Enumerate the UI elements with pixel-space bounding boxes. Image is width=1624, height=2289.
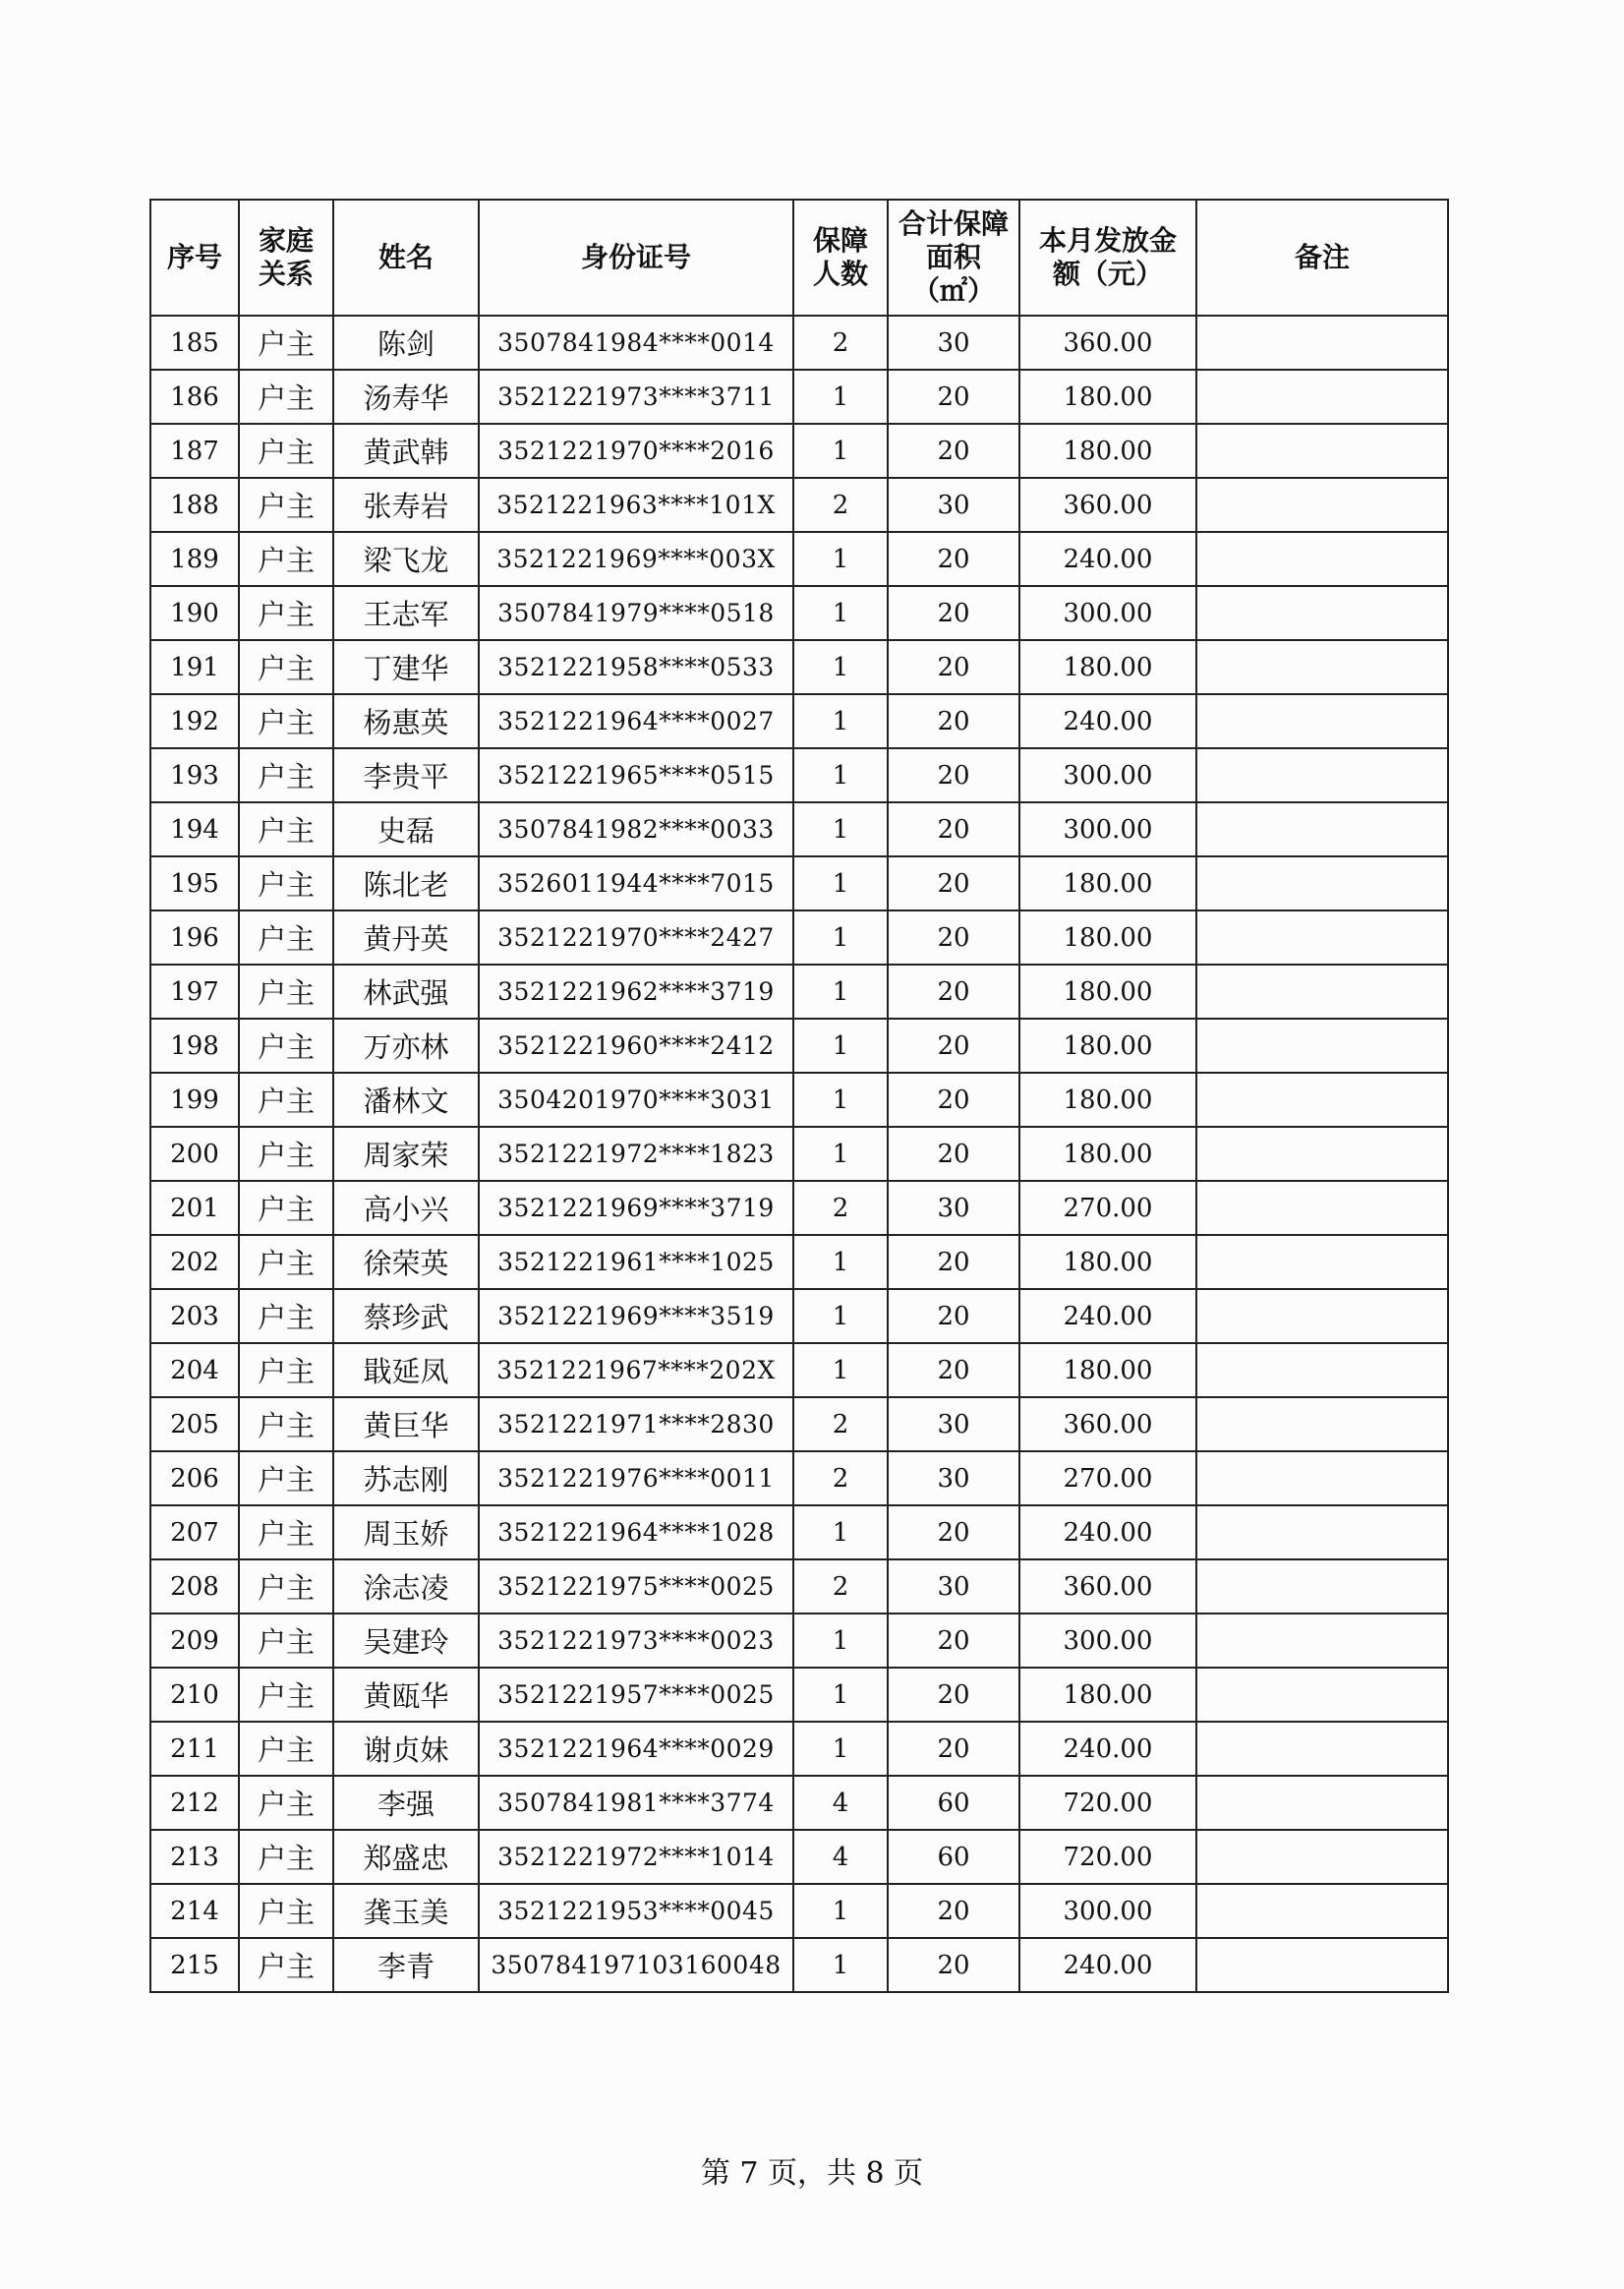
cell-relation: 户主 (239, 1722, 333, 1776)
cell-name: 苏志刚 (333, 1451, 479, 1505)
cell-remark (1196, 965, 1448, 1019)
table-row (150, 1559, 1448, 1614)
cell-relation: 户主 (239, 910, 333, 965)
table-row (150, 316, 1448, 370)
cell-relation: 户主 (239, 586, 333, 640)
cell-name: 周玉娇 (333, 1505, 479, 1559)
cell-relation: 户主 (239, 1559, 333, 1614)
cell-remark (1196, 370, 1448, 424)
cell-id-number: 3521221965****0515 (479, 748, 793, 802)
cell-area: 30 (888, 1559, 1019, 1614)
cell-name: 龚玉美 (333, 1884, 479, 1938)
header-name: 姓名 (333, 200, 479, 316)
cell-area: 20 (888, 1343, 1019, 1397)
cell-relation: 户主 (239, 1451, 333, 1505)
cell-seq: 185 (150, 316, 239, 370)
cell-amount: 300.00 (1019, 748, 1196, 802)
cell-relation: 户主 (239, 748, 333, 802)
table-row (150, 1614, 1448, 1668)
cell-persons: 1 (793, 424, 888, 478)
cell-area: 20 (888, 640, 1019, 694)
cell-area: 20 (888, 965, 1019, 1019)
cell-seq: 211 (150, 1722, 239, 1776)
table-row (150, 1397, 1448, 1451)
cell-persons: 1 (793, 1722, 888, 1776)
cell-seq: 189 (150, 532, 239, 586)
cell-name: 黄武韩 (333, 424, 479, 478)
table-header-row (150, 200, 1448, 316)
cell-id-number: 3521221964****0027 (479, 694, 793, 748)
cell-name: 王志军 (333, 586, 479, 640)
cell-name: 黄巨华 (333, 1397, 479, 1451)
cell-remark (1196, 1938, 1448, 1992)
cell-area: 20 (888, 1505, 1019, 1559)
cell-name: 李强 (333, 1776, 479, 1830)
cell-area: 20 (888, 748, 1019, 802)
cell-amount: 180.00 (1019, 1343, 1196, 1397)
table-body (150, 316, 1448, 1992)
cell-seq: 188 (150, 478, 239, 532)
table-row (150, 640, 1448, 694)
cell-area: 20 (888, 802, 1019, 856)
cell-area: 30 (888, 1397, 1019, 1451)
cell-remark (1196, 910, 1448, 965)
cell-area: 30 (888, 1451, 1019, 1505)
cell-relation: 户主 (239, 1397, 333, 1451)
cell-remark (1196, 1127, 1448, 1181)
table-row (150, 1830, 1448, 1884)
cell-relation: 户主 (239, 694, 333, 748)
cell-relation: 户主 (239, 1938, 333, 1992)
cell-id-number: 3521221973****0023 (479, 1614, 793, 1668)
cell-persons: 1 (793, 910, 888, 965)
cell-id-number: 3521221967****202X (479, 1343, 793, 1397)
cell-seq: 192 (150, 694, 239, 748)
header-persons: 保障人数 (793, 200, 888, 316)
cell-relation: 户主 (239, 856, 333, 910)
cell-name: 李贵平 (333, 748, 479, 802)
cell-name: 杨惠英 (333, 694, 479, 748)
cell-seq: 204 (150, 1343, 239, 1397)
cell-area: 20 (888, 1019, 1019, 1073)
table-row (150, 802, 1448, 856)
cell-name: 梁飞龙 (333, 532, 479, 586)
cell-name: 陈剑 (333, 316, 479, 370)
cell-id-number: 3521221964****1028 (479, 1505, 793, 1559)
cell-name: 张寿岩 (333, 478, 479, 532)
cell-relation: 户主 (239, 1073, 333, 1127)
cell-remark (1196, 856, 1448, 910)
cell-persons: 2 (793, 478, 888, 532)
cell-id-number: 3521221969****003X (479, 532, 793, 586)
cell-area: 30 (888, 316, 1019, 370)
cell-name: 周家荣 (333, 1127, 479, 1181)
cell-id-number: 3521221970****2016 (479, 424, 793, 478)
cell-name: 郑盛忠 (333, 1830, 479, 1884)
cell-persons: 1 (793, 1614, 888, 1668)
cell-amount: 300.00 (1019, 802, 1196, 856)
cell-remark (1196, 1451, 1448, 1505)
cell-remark (1196, 1776, 1448, 1830)
cell-seq: 191 (150, 640, 239, 694)
cell-persons: 1 (793, 370, 888, 424)
cell-persons: 1 (793, 748, 888, 802)
cell-area: 20 (888, 856, 1019, 910)
cell-remark (1196, 748, 1448, 802)
cell-area: 20 (888, 910, 1019, 965)
cell-remark (1196, 1343, 1448, 1397)
cell-id-number: 3526011944****7015 (479, 856, 793, 910)
table-row (150, 1884, 1448, 1938)
cell-name: 徐荣英 (333, 1235, 479, 1289)
table-row (150, 532, 1448, 586)
cell-remark (1196, 1722, 1448, 1776)
cell-name: 陈北老 (333, 856, 479, 910)
cell-amount: 240.00 (1019, 694, 1196, 748)
cell-remark (1196, 1019, 1448, 1073)
cell-seq: 187 (150, 424, 239, 478)
header-id-number: 身份证号 (479, 200, 793, 316)
cell-remark (1196, 1235, 1448, 1289)
cell-id-number: 350784197103160048 (479, 1938, 793, 1992)
page-indicator: 第 7 页，共 8 页 (700, 2156, 924, 2191)
cell-seq: 214 (150, 1884, 239, 1938)
cell-remark (1196, 424, 1448, 478)
cell-persons: 1 (793, 1073, 888, 1127)
cell-amount: 360.00 (1019, 1397, 1196, 1451)
cell-area: 20 (888, 370, 1019, 424)
cell-relation: 户主 (239, 1235, 333, 1289)
cell-persons: 1 (793, 1668, 888, 1722)
cell-amount: 300.00 (1019, 1614, 1196, 1668)
cell-amount: 240.00 (1019, 1505, 1196, 1559)
cell-area: 20 (888, 424, 1019, 478)
cell-persons: 2 (793, 1451, 888, 1505)
cell-amount: 720.00 (1019, 1830, 1196, 1884)
cell-persons: 1 (793, 1884, 888, 1938)
cell-persons: 2 (793, 1181, 888, 1235)
cell-id-number: 3521221971****2830 (479, 1397, 793, 1451)
cell-amount: 180.00 (1019, 965, 1196, 1019)
table-row (150, 1668, 1448, 1722)
cell-seq: 190 (150, 586, 239, 640)
cell-persons: 1 (793, 856, 888, 910)
cell-seq: 198 (150, 1019, 239, 1073)
cell-relation: 户主 (239, 1181, 333, 1235)
cell-amount: 300.00 (1019, 586, 1196, 640)
cell-amount: 360.00 (1019, 478, 1196, 532)
cell-persons: 1 (793, 586, 888, 640)
table-row (150, 1938, 1448, 1992)
cell-amount: 240.00 (1019, 1722, 1196, 1776)
cell-id-number: 3521221957****0025 (479, 1668, 793, 1722)
table-row (150, 1776, 1448, 1830)
cell-persons: 1 (793, 965, 888, 1019)
table-row (150, 1722, 1448, 1776)
cell-persons: 1 (793, 1235, 888, 1289)
header-seq: 序号 (150, 200, 239, 316)
cell-amount: 180.00 (1019, 370, 1196, 424)
cell-seq: 209 (150, 1614, 239, 1668)
cell-amount: 720.00 (1019, 1776, 1196, 1830)
cell-relation: 户主 (239, 640, 333, 694)
cell-id-number: 3504201970****3031 (479, 1073, 793, 1127)
table-row (150, 370, 1448, 424)
cell-id-number: 3521221972****1823 (479, 1127, 793, 1181)
cell-remark (1196, 1614, 1448, 1668)
cell-seq: 197 (150, 965, 239, 1019)
cell-name: 吴建玲 (333, 1614, 479, 1668)
cell-id-number: 3507841982****0033 (479, 802, 793, 856)
cell-seq: 207 (150, 1505, 239, 1559)
table-row (150, 1451, 1448, 1505)
cell-id-number: 3521221961****1025 (479, 1235, 793, 1289)
cell-remark (1196, 694, 1448, 748)
cell-amount: 180.00 (1019, 1235, 1196, 1289)
cell-id-number: 3521221964****0029 (479, 1722, 793, 1776)
cell-id-number: 3521221976****0011 (479, 1451, 793, 1505)
cell-relation: 户主 (239, 424, 333, 478)
cell-name: 黄瓯华 (333, 1668, 479, 1722)
cell-relation: 户主 (239, 1343, 333, 1397)
cell-area: 60 (888, 1776, 1019, 1830)
cell-persons: 1 (793, 532, 888, 586)
cell-relation: 户主 (239, 1505, 333, 1559)
cell-id-number: 3521221962****3719 (479, 965, 793, 1019)
cell-seq: 201 (150, 1181, 239, 1235)
cell-area: 20 (888, 1668, 1019, 1722)
cell-amount: 180.00 (1019, 1668, 1196, 1722)
cell-amount: 270.00 (1019, 1181, 1196, 1235)
cell-amount: 180.00 (1019, 424, 1196, 478)
header-amount: 本月发放金额（元） (1019, 200, 1196, 316)
cell-area: 20 (888, 1073, 1019, 1127)
cell-seq: 193 (150, 748, 239, 802)
cell-amount: 270.00 (1019, 1451, 1196, 1505)
cell-persons: 1 (793, 1938, 888, 1992)
cell-relation: 户主 (239, 802, 333, 856)
cell-seq: 196 (150, 910, 239, 965)
cell-remark (1196, 586, 1448, 640)
cell-id-number: 3521221958****0533 (479, 640, 793, 694)
cell-relation: 户主 (239, 1289, 333, 1343)
cell-id-number: 3521221960****2412 (479, 1019, 793, 1073)
cell-area: 20 (888, 1289, 1019, 1343)
cell-name: 潘林文 (333, 1073, 479, 1127)
cell-amount: 180.00 (1019, 856, 1196, 910)
cell-seq: 186 (150, 370, 239, 424)
cell-persons: 4 (793, 1776, 888, 1830)
cell-name: 戢延凤 (333, 1343, 479, 1397)
cell-amount: 180.00 (1019, 1073, 1196, 1127)
cell-name: 万亦林 (333, 1019, 479, 1073)
cell-relation: 户主 (239, 1019, 333, 1073)
cell-name: 蔡珍武 (333, 1289, 479, 1343)
cell-id-number: 3521221969****3519 (479, 1289, 793, 1343)
cell-amount: 240.00 (1019, 532, 1196, 586)
table-row (150, 694, 1448, 748)
table-row (150, 424, 1448, 478)
table-row (150, 478, 1448, 532)
cell-persons: 1 (793, 1127, 888, 1181)
cell-area: 20 (888, 1127, 1019, 1181)
cell-remark (1196, 1397, 1448, 1451)
table-row (150, 856, 1448, 910)
table-row (150, 1235, 1448, 1289)
housing-subsidy-table (149, 199, 1449, 1993)
table-row (150, 910, 1448, 965)
cell-id-number: 3521221963****101X (479, 478, 793, 532)
cell-persons: 1 (793, 1019, 888, 1073)
cell-seq: 206 (150, 1451, 239, 1505)
cell-seq: 205 (150, 1397, 239, 1451)
cell-persons: 2 (793, 1397, 888, 1451)
cell-remark (1196, 1830, 1448, 1884)
cell-persons: 2 (793, 316, 888, 370)
cell-relation: 户主 (239, 1668, 333, 1722)
cell-seq: 203 (150, 1289, 239, 1343)
cell-id-number: 3507841981****3774 (479, 1776, 793, 1830)
cell-remark (1196, 1181, 1448, 1235)
cell-relation: 户主 (239, 1884, 333, 1938)
cell-area: 20 (888, 1938, 1019, 1992)
cell-relation: 户主 (239, 370, 333, 424)
cell-persons: 1 (793, 1343, 888, 1397)
cell-amount: 360.00 (1019, 316, 1196, 370)
cell-relation: 户主 (239, 1830, 333, 1884)
cell-seq: 215 (150, 1938, 239, 1992)
cell-remark (1196, 532, 1448, 586)
cell-amount: 300.00 (1019, 1884, 1196, 1938)
cell-seq: 194 (150, 802, 239, 856)
cell-area: 20 (888, 1722, 1019, 1776)
cell-persons: 1 (793, 802, 888, 856)
cell-id-number: 3521221973****3711 (479, 370, 793, 424)
cell-seq: 213 (150, 1830, 239, 1884)
cell-amount: 180.00 (1019, 640, 1196, 694)
cell-seq: 208 (150, 1559, 239, 1614)
cell-remark (1196, 802, 1448, 856)
cell-remark (1196, 1884, 1448, 1938)
cell-persons: 1 (793, 694, 888, 748)
cell-relation: 户主 (239, 965, 333, 1019)
cell-area: 20 (888, 586, 1019, 640)
cell-seq: 210 (150, 1668, 239, 1722)
table-row (150, 586, 1448, 640)
cell-area: 20 (888, 694, 1019, 748)
cell-name: 高小兴 (333, 1181, 479, 1235)
table-row (150, 965, 1448, 1019)
cell-persons: 1 (793, 1289, 888, 1343)
cell-amount: 240.00 (1019, 1938, 1196, 1992)
cell-name: 史磊 (333, 802, 479, 856)
cell-relation: 户主 (239, 316, 333, 370)
cell-area: 60 (888, 1830, 1019, 1884)
cell-persons: 1 (793, 640, 888, 694)
table-row (150, 1343, 1448, 1397)
cell-amount: 180.00 (1019, 1127, 1196, 1181)
cell-remark (1196, 1505, 1448, 1559)
header-remark: 备注 (1196, 200, 1448, 316)
table-row (150, 1127, 1448, 1181)
cell-seq: 202 (150, 1235, 239, 1289)
table-row (150, 1505, 1448, 1559)
cell-name: 黄丹英 (333, 910, 479, 965)
cell-relation: 户主 (239, 478, 333, 532)
cell-id-number: 3521221953****0045 (479, 1884, 793, 1938)
cell-seq: 195 (150, 856, 239, 910)
cell-id-number: 3521221975****0025 (479, 1559, 793, 1614)
cell-persons: 1 (793, 1505, 888, 1559)
table-row (150, 748, 1448, 802)
cell-persons: 2 (793, 1559, 888, 1614)
cell-id-number: 3521221972****1014 (479, 1830, 793, 1884)
cell-persons: 4 (793, 1830, 888, 1884)
table-row (150, 1181, 1448, 1235)
cell-area: 30 (888, 478, 1019, 532)
cell-relation: 户主 (239, 532, 333, 586)
cell-name: 汤寿华 (333, 370, 479, 424)
cell-seq: 199 (150, 1073, 239, 1127)
cell-relation: 户主 (239, 1776, 333, 1830)
cell-name: 林武强 (333, 965, 479, 1019)
cell-name: 李青 (333, 1938, 479, 1992)
table-row (150, 1289, 1448, 1343)
cell-seq: 200 (150, 1127, 239, 1181)
cell-name: 谢贞妹 (333, 1722, 479, 1776)
header-area: 合计保障面积（㎡） (888, 200, 1019, 316)
cell-remark (1196, 1559, 1448, 1614)
cell-remark (1196, 640, 1448, 694)
cell-remark (1196, 478, 1448, 532)
cell-amount: 180.00 (1019, 1019, 1196, 1073)
cell-seq: 212 (150, 1776, 239, 1830)
cell-area: 30 (888, 1181, 1019, 1235)
cell-relation: 户主 (239, 1127, 333, 1181)
cell-name: 涂志凌 (333, 1559, 479, 1614)
cell-area: 20 (888, 1614, 1019, 1668)
cell-remark (1196, 1073, 1448, 1127)
cell-amount: 240.00 (1019, 1289, 1196, 1343)
cell-remark (1196, 1289, 1448, 1343)
cell-amount: 180.00 (1019, 910, 1196, 965)
cell-remark (1196, 1668, 1448, 1722)
cell-area: 20 (888, 1235, 1019, 1289)
cell-amount: 360.00 (1019, 1559, 1196, 1614)
cell-id-number: 3521221969****3719 (479, 1181, 793, 1235)
cell-id-number: 3507841984****0014 (479, 316, 793, 370)
cell-name: 丁建华 (333, 640, 479, 694)
cell-relation: 户主 (239, 1614, 333, 1668)
table-row (150, 1073, 1448, 1127)
cell-remark (1196, 316, 1448, 370)
cell-area: 20 (888, 1884, 1019, 1938)
cell-area: 20 (888, 532, 1019, 586)
header-relation: 家庭关系 (239, 200, 333, 316)
cell-id-number: 3521221970****2427 (479, 910, 793, 965)
table-row (150, 1019, 1448, 1073)
cell-id-number: 3507841979****0518 (479, 586, 793, 640)
